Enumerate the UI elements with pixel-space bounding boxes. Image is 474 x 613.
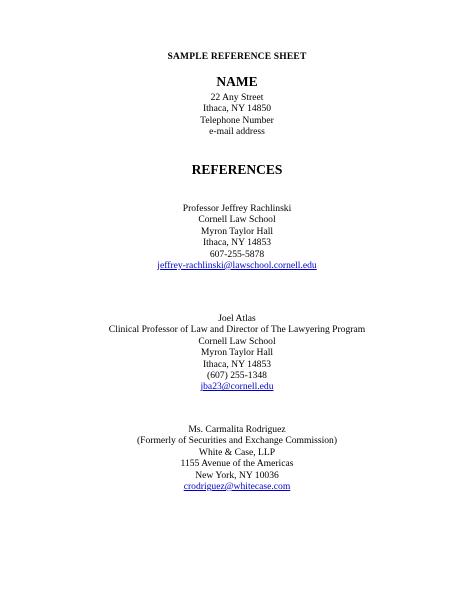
reference-entry-2: [0, 313, 474, 393]
reference-3-email-link[interactable]: crodriguez@whitecase.com: [183, 481, 291, 493]
reference-3-organization: White & Case, LLP: [198, 446, 276, 458]
reference-1-city: Ithaca, NY 14853: [202, 237, 272, 249]
applicant-name: NAME: [216, 74, 258, 89]
reference-3-name: Ms. Carmalita Rodriguez: [188, 424, 286, 435]
reference-2-phone: (607) 255-1348: [207, 370, 267, 382]
applicant-email: e-mail address: [209, 126, 265, 138]
reference-1-organization: Cornell Law School: [198, 214, 276, 226]
applicant-street: 22 Any Street: [210, 92, 264, 103]
reference-entry-3: [0, 424, 474, 492]
reference-3-street: 1155 Avenue of the Americas: [180, 458, 294, 470]
reference-3-city: New York, NY 10036: [195, 469, 279, 481]
reference-1-email-link[interactable]: jeffrey-rachlinski@lawschool.cornell.edu: [157, 260, 317, 272]
reference-entry-1: [0, 203, 474, 271]
reference-1-building: Myron Taylor Hall: [200, 225, 274, 237]
applicant-contact-block: [0, 92, 474, 138]
reference-1-name: Professor Jeffrey Rachlinski: [182, 203, 292, 214]
reference-2-email-link[interactable]: jba23@cornell.edu: [200, 381, 274, 393]
reference-2-organization: Cornell Law School: [198, 335, 276, 347]
reference-2-title: Clinical Professor of Law and Director of The Lawyering Program: [108, 324, 366, 336]
reference-2-city: Ithaca, NY 14853: [202, 358, 272, 370]
references-heading: REFERENCES: [191, 162, 283, 177]
reference-2-name: Joel Atlas: [218, 313, 256, 324]
sheet-title: SAMPLE REFERENCE SHEET: [167, 52, 307, 62]
applicant-phone: Telephone Number: [200, 114, 274, 126]
reference-1-phone: 607-255-5878: [209, 248, 265, 260]
reference-3-note: (Formerly of Securities and Exchange Commission): [136, 435, 338, 447]
applicant-city: Ithaca, NY 14850: [202, 103, 272, 115]
reference-2-building: Myron Taylor Hall: [200, 347, 274, 359]
